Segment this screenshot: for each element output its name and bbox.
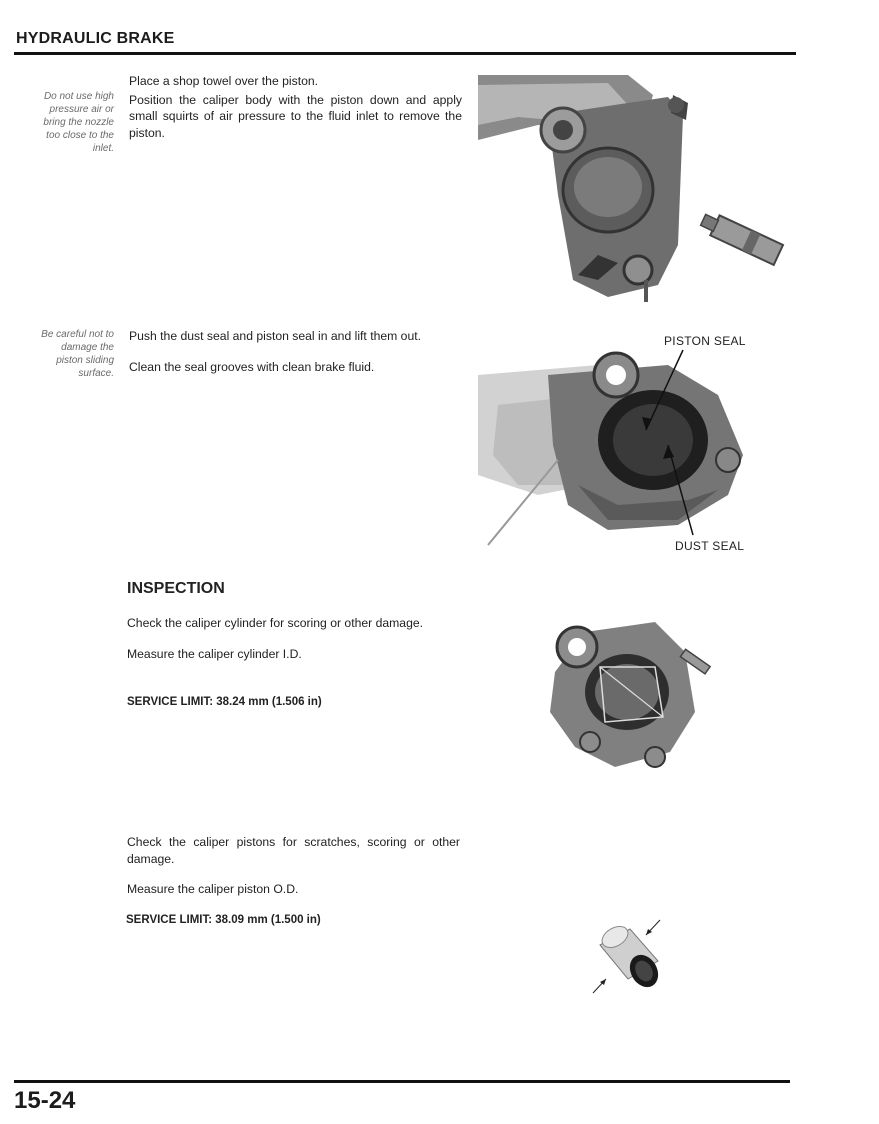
header-rule (14, 52, 796, 55)
caliper-air-nozzle-figure (478, 75, 796, 303)
step-measure-piston: Measure the caliper piston O.D. (127, 882, 299, 896)
page-title: HYDRAULIC BRAKE (16, 30, 175, 47)
callout-piston-seal: PISTON SEAL (664, 334, 746, 348)
page-number: 15-24 (14, 1087, 76, 1114)
footer-rule (14, 1080, 790, 1083)
caliper-seals-figure (478, 335, 768, 560)
caliper-cylinder-figure (545, 612, 717, 772)
step-check-pistons: Check the caliper pistons for scratches, scoring or other damage. (127, 835, 460, 866)
callout-dust-seal: DUST SEAL (675, 539, 745, 553)
service-limit-cylinder (127, 696, 322, 708)
service-limit-value: 38.09 mm (1.500 in) (215, 914, 321, 926)
steps-piston-inspection (127, 834, 460, 908)
step-check-cylinder: Check the caliper cylinder for scoring or other damage. (127, 616, 424, 630)
step-shop-towel: Place a shop towel over the piston. (129, 74, 319, 88)
step-push-seals: Push the dust seal and piston seal in and lift them out. (129, 329, 422, 343)
steps-seal-removal (129, 328, 469, 385)
caliper-piston-figure (588, 915, 668, 997)
service-limit-piston (126, 914, 321, 926)
steps-piston-removal (129, 73, 462, 151)
step-air-pressure: Position the caliper body with the piston down and apply small squirts of air pressure to the fluid inlet to remove the piston. (129, 92, 462, 140)
inspection-heading: INSPECTION (127, 580, 225, 597)
steps-cylinder-inspection (127, 615, 461, 672)
step-measure-cylinder: Measure the caliper cylinder I.D. (127, 646, 302, 661)
caution-note-air-pressure: Do not use high pressure air or bring the nozzle too close to the inlet. (43, 91, 114, 154)
service-limit-value: 38.24 mm (1.506 in) (216, 696, 322, 708)
service-limit-label: SERVICE LIMIT: (127, 696, 214, 708)
caution-note-sliding-surface: Be careful not to damage the piston sliding surface. (41, 329, 114, 379)
step-clean-grooves: Clean the seal grooves with clean brake fluid. (129, 359, 375, 374)
service-limit-label: SERVICE LIMIT: (126, 914, 213, 926)
